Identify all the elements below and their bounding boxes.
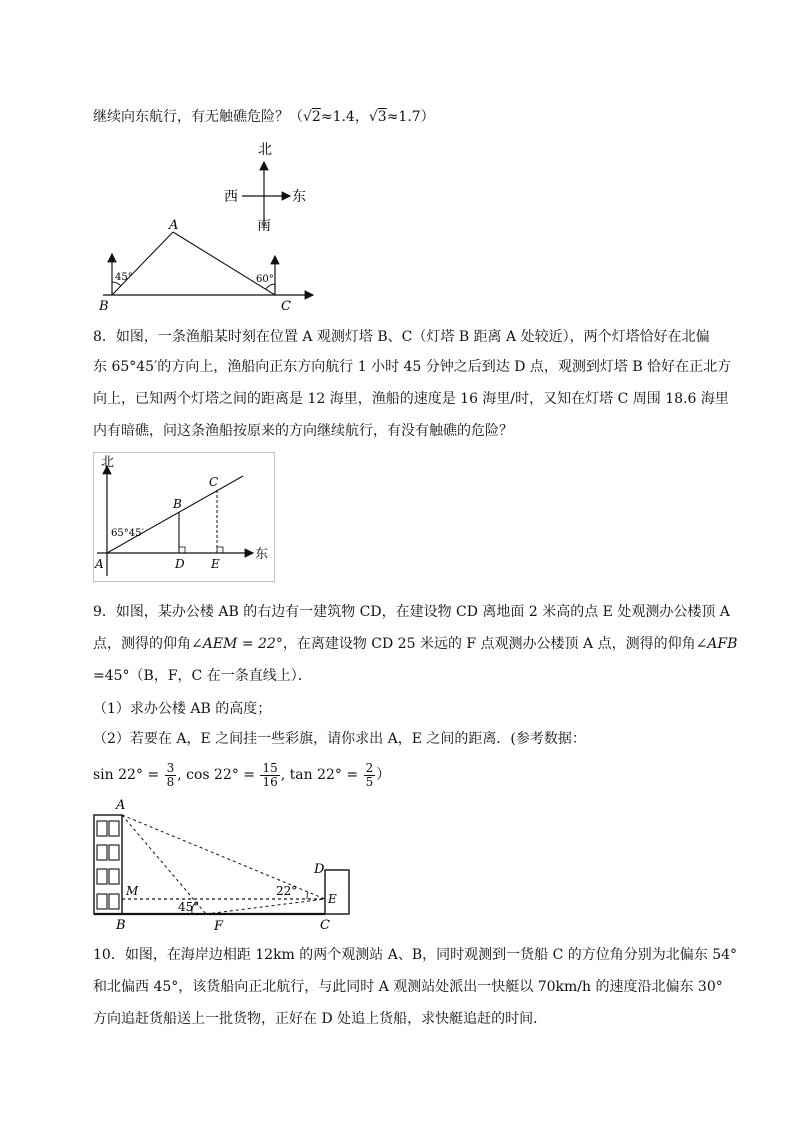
angle-22-label: 22° xyxy=(276,884,298,898)
right-angle-e xyxy=(217,547,223,553)
right-angle-d xyxy=(179,547,185,553)
q10-line2: 和北偏西 45°，该货船向正北航行，与此同时 A 观测站处派出一快艇以 70km/h 的速度沿北偏东 30° xyxy=(93,979,723,995)
frac-tan-num: 2 xyxy=(365,760,374,775)
q9-line2b: ，在离建设物 CD 25 米远的 F 点观测办公楼顶 A 点，测得的仰角 xyxy=(282,636,696,652)
figure-q9 xyxy=(88,795,363,935)
figure-q8 xyxy=(93,452,275,582)
q10-line1: 10．如图，在海岸边相距 12km 的两个观测站 A、B，同时观测到一货船 C 的方位角分别为北偏东 54° xyxy=(93,947,738,963)
q10-line3: 方向追赶货船送上一批货物，正好在 D 处追上货船，求快艇追赶的时间． xyxy=(93,1011,548,1027)
label-d: D xyxy=(314,862,325,877)
ray-abc xyxy=(107,476,243,553)
approx2: ≈1.7） xyxy=(386,109,435,125)
ref-tan: , tan 22° = xyxy=(280,767,359,783)
q9-line2 xyxy=(93,635,737,653)
label-c: C xyxy=(209,475,219,489)
compass-east: 东 xyxy=(292,189,306,205)
frac-sin-num: 3 xyxy=(166,760,175,775)
label-b: B xyxy=(99,299,109,314)
q9-reference-data xyxy=(93,758,390,792)
q9-angle-afb: ∠AFB xyxy=(695,636,738,652)
angle-label: 65°45′ xyxy=(111,528,144,539)
label-e: E xyxy=(211,557,220,571)
q7-tail-line xyxy=(93,108,435,126)
label-north: 北 xyxy=(101,455,115,470)
approx1: ≈1.4， xyxy=(320,109,369,125)
sqrt-symbol: √ xyxy=(303,109,312,125)
label-f: F xyxy=(214,919,224,934)
label-c: C xyxy=(281,299,291,314)
frac-cos-num: 15 xyxy=(262,760,278,775)
label-b: B xyxy=(116,918,126,933)
label-c: C xyxy=(320,918,330,933)
q9-line3: =45°（B，F，C 在一条直线上）． xyxy=(93,668,312,684)
label-a: A xyxy=(116,798,126,813)
compass-south: 南 xyxy=(257,218,271,234)
figure-q7 xyxy=(95,216,325,314)
ref-sin: sin 22° = xyxy=(93,767,160,783)
side-ac xyxy=(173,232,275,295)
q8-line2: 东 65°45′的方向上，渔船向正东方向航行 1 小时 45 分钟之后到达 D 点，观测到灯塔 B 恰好在正北方 xyxy=(93,359,732,375)
q9-line2a: 点，测得的仰角 xyxy=(93,636,191,652)
q8-line4: 内有暗礁，问这条渔船按原来的方向继续航行，有没有触礁的危险？ xyxy=(93,423,513,439)
q8-line1: 8．如图，一条渔船某时刻在位置 A 观测灯塔 B、C（灯塔 B 距离 A 处较近），两个灯塔恰好在北偏 xyxy=(93,329,710,345)
building-windows xyxy=(97,821,119,909)
line-fe xyxy=(206,899,325,914)
label-b: B xyxy=(173,497,182,511)
sqrt-symbol-2: √ xyxy=(368,109,378,125)
compass-west: 西 xyxy=(224,189,238,205)
q8-line3: 向上，已知两个灯塔之间的距离是 12 海里，渔船的速度是 16 海里/时，又知在灯塔 C 周围 18.6 海里 xyxy=(93,391,729,407)
q9-sub1: （1）求办公楼 AB 的高度； xyxy=(93,701,272,717)
sqrt2-value: 2 xyxy=(311,109,321,125)
q9-sub2: （2）若要在 A，E 之间挂一些彩旗，请你求出 A，E 之间的距离．(参考数据： xyxy=(93,731,586,747)
frac-tan-den: 5 xyxy=(365,774,374,789)
label-d: D xyxy=(175,557,185,571)
ref-cos: , cos 22° = xyxy=(177,767,256,783)
ref-close: ） xyxy=(376,767,391,783)
label-m: M xyxy=(126,884,139,898)
compass-north: 北 xyxy=(258,142,272,158)
q9-line1: 9．如图，某办公楼 AB 的右边有一建筑物 CD，在建设物 CD 离地面 2 米高的点 E 处观测办公楼顶 A xyxy=(93,604,730,620)
building-ab xyxy=(94,815,122,914)
frac-sin xyxy=(165,762,177,789)
angle-45-label: 45° xyxy=(115,272,133,283)
sqrt3-value: 3 xyxy=(377,109,387,125)
frac-sin-den: 8 xyxy=(166,774,175,789)
angle-60-label: 60° xyxy=(256,274,274,285)
frac-cos-den: 16 xyxy=(262,774,278,789)
frac-cos xyxy=(260,762,279,789)
angle-arc-e xyxy=(307,892,308,899)
label-e: E xyxy=(328,892,337,906)
angle-45-label: 45° xyxy=(178,900,200,914)
label-east: 东 xyxy=(255,547,269,562)
frac-tan xyxy=(364,762,376,789)
label-a: A xyxy=(95,557,104,571)
label-a: A xyxy=(169,218,179,233)
q9-angle-aem: ∠AEM = 22° xyxy=(191,636,283,652)
q7-tail-text: 继续向东航行，有无触礁危险？（ xyxy=(93,109,303,125)
